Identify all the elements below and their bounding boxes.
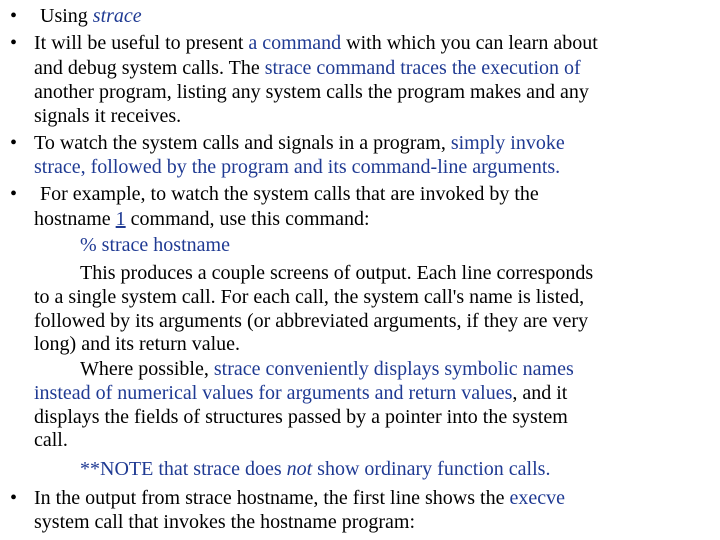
bullet-icon: • xyxy=(10,183,18,205)
text-line: followed by its arguments (or abbreviated arguments, if they are very xyxy=(34,310,589,332)
text: hostname xyxy=(34,208,116,230)
bullet-icon: • xyxy=(10,132,18,154)
text: In the output from strace hostname, the first line shows the xyxy=(34,487,510,509)
text-line: system call that invokes the hostname program: xyxy=(34,511,416,533)
note-line xyxy=(80,456,550,482)
highlight-text: strace xyxy=(92,5,142,27)
highlight-text: simply invoke xyxy=(450,132,565,154)
text: , and it xyxy=(512,382,568,404)
text: show ordinary function calls. xyxy=(312,458,551,480)
text-line xyxy=(34,206,370,232)
text-line: strace, followed by the program and its command-line arguments. xyxy=(34,156,561,178)
text-line: This produces a couple screens of output. Each line corresponds xyxy=(80,262,594,284)
emphasis-text: not xyxy=(286,458,313,480)
highlight-text: a command xyxy=(248,32,342,54)
text-line: call. xyxy=(34,429,68,451)
highlight-text: execve xyxy=(509,487,565,509)
text: To watch the system calls and signals in a program, xyxy=(34,132,451,154)
text-line xyxy=(34,380,567,406)
text: For example, to watch the system calls that are invoked by the xyxy=(40,183,539,205)
highlight-text: instead of numerical values for arguments and return values xyxy=(34,382,513,404)
text: It will be useful to present xyxy=(34,32,249,54)
command-line: % strace hostname xyxy=(80,234,230,256)
text-line: signals it receives. xyxy=(34,105,182,127)
bullet-icon: • xyxy=(10,32,18,54)
text: Using xyxy=(40,5,93,27)
text-line: displays the fields of structures passed by a pointer into the system xyxy=(34,406,568,428)
text: command, use this command: xyxy=(125,208,370,230)
text: **NOTE that strace does xyxy=(80,458,287,480)
text-line: long) and its return value. xyxy=(34,333,241,355)
text-line: another program, listing any system calls the program makes and any xyxy=(34,81,589,103)
highlight-text: strace conveniently displays symbolic names xyxy=(213,358,574,380)
text: and debug system calls. The xyxy=(34,57,265,79)
footnote-link[interactable]: 1 xyxy=(115,208,126,230)
text-line xyxy=(34,55,581,81)
text: Where possible, xyxy=(80,358,214,380)
bullet-icon: • xyxy=(10,5,18,27)
highlight-text: strace command traces the execution of xyxy=(264,57,581,79)
text-line xyxy=(80,356,574,382)
text: with which you can learn about xyxy=(341,32,598,54)
text-line: to a single system call. For each call, the system call's name is listed, xyxy=(34,286,585,308)
bullet-icon: • xyxy=(10,487,18,509)
